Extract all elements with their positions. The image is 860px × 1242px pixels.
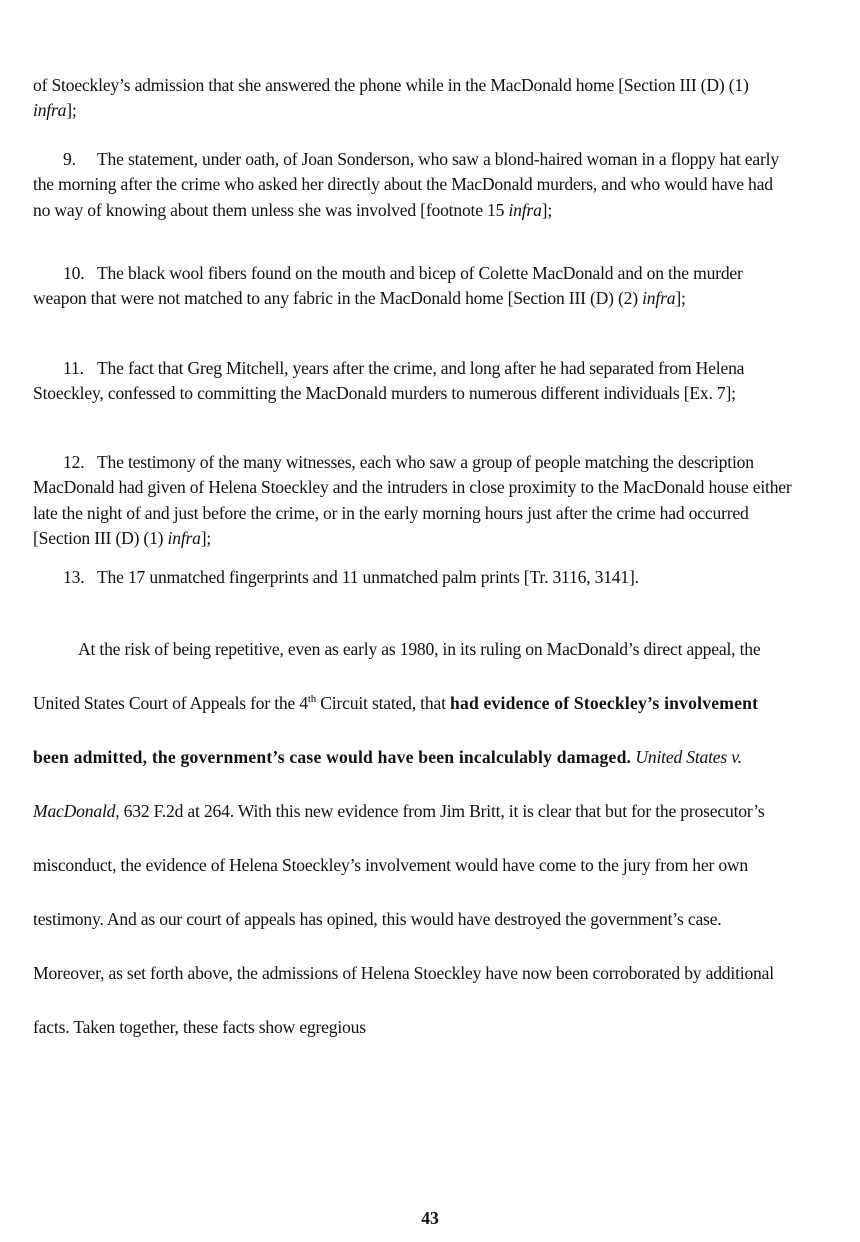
continuation-paragraph: of Stoeckley’s admission that she answered the phone while in the MacDonald home [Section III (D) (1) infra]; (33, 75, 749, 121)
list-item-9: 9. The statement, under oath, of Joan Sonderson, who saw a blond-haired woman in a floppy hat early the morning after the crime who asked her directly about the MacDonald murders, and who would have had no way of knowing about them unless she was involved [footnote 15 infra]; (33, 149, 779, 220)
page-number: 43 (421, 1208, 439, 1228)
list-item-13: 13. The 17 unmatched fingerprints and 11 unmatched palm prints [Tr. 3116, 3141]. (63, 567, 639, 587)
emphasized-holding: had evidence of Stoeckley’s involvement been admitted, the government’s case would have been incalculably damaged. (33, 693, 759, 767)
list-item-11: 11. The fact that Greg Mitchell, years after the crime, and long after he had separated from Helena Stoeckley, confessed to committing the MacDonald murders to numerous different individuals [Ex. 7]; (33, 358, 745, 404)
body-paragraph: At the risk of being repetitive, even as early as 1980, in its ruling on MacDonald’s direct appeal, the United States Court of Appeals for the 4th Circuit stated, that had evidence of Stoeckley’s involvement been admitted, the government’s case would have been incalculably damaged. United States v. MacDonald, 632 F.2d at 264. With this new evidence from Jim Britt, it is clear that but for the prosecutor’s misconduct, the evidence of Helena Stoeckley’s involvement would have come to the jury from her own testimony. And as our court of appeals has opined, this would have destroyed the government’s case. Moreover, as set forth above, the admissions of Helena Stoeckley have now been corroborated by additional facts. Taken together, these facts show egregious (33, 639, 774, 1037)
list-item-10: 10. The black wool fibers found on the mouth and bicep of Colette MacDonald and on the murder weapon that were not matched to any fabric in the MacDonald home [Section III (D) (2) infra]; (33, 263, 743, 309)
list-item-12: 12. The testimony of the many witnesses, each who saw a group of people matching the description MacDonald had given of Helena Stoeckley and the intruders in close proximity to the MacDonald house either late the night of and just before the crime, or in the early morning hours just after the crime had occurred [Section III (D) (1) infra]; (33, 452, 792, 548)
case-citation: United States v. MacDonald, (33, 747, 742, 821)
